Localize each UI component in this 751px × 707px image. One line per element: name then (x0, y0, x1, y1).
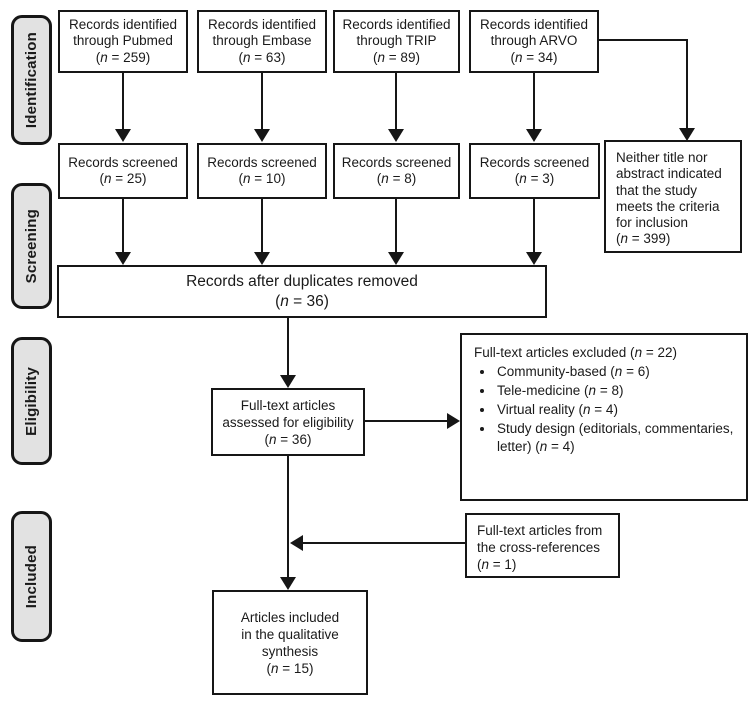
box-title-abstract-exclusion-label: Neither title nor abstract indicated that the study meets the criteria for inclusion (616, 150, 722, 231)
arrow-line-embase-down (261, 73, 263, 130)
box-qualitative-synthesis-label: Articles included in the qualitative synthesis (240, 609, 340, 659)
arrowhead-pubmed-down (115, 129, 131, 142)
stage-eligibility-label: Eligibility (23, 366, 40, 436)
arrow-line-arvo-down (533, 73, 535, 130)
box-identified-arvo (469, 10, 599, 73)
arrowhead-assessed-down (280, 577, 296, 590)
box-duplicates-removed-count: (n = 36) (275, 292, 329, 310)
box-identified-embase-label: Records identified through Embase (207, 16, 317, 49)
stage-screening (11, 183, 52, 309)
box-crossref-count: (n = 1) (477, 557, 517, 572)
excluded-reason-virtual-reality: • Virtual reality (n = 4) (495, 401, 736, 419)
box-identified-arvo-label: Records identified through ARVO (479, 16, 589, 49)
arrowhead-arvo-down (526, 129, 542, 142)
arrow-line-pubmed-down (122, 73, 124, 130)
excluded-reason-study-design: • Study design (editorials, commentaries, letter) (n = 4) (495, 420, 736, 456)
arrowhead-screened3-down (388, 252, 404, 265)
arrowhead-duplicates-down (280, 375, 296, 388)
box-duplicates-removed (57, 265, 547, 318)
excluded-reason-community: • Community-based (n = 6) (495, 363, 736, 381)
box-identified-trip (333, 10, 460, 73)
box-screened-pubmed-count: (n = 25) (99, 171, 147, 186)
stage-identification (11, 15, 52, 145)
box-qualitative-synthesis (212, 590, 368, 695)
arrowhead-crossref-left (290, 535, 303, 551)
box-identified-embase-count: (n = 63) (238, 49, 286, 65)
stage-screening-label: Screening (23, 208, 40, 284)
box-screened-arvo-label: Records screened (479, 154, 590, 170)
box-duplicates-removed-label: Records after duplicates removed (186, 272, 418, 290)
box-identified-pubmed-count: (n = 259) (95, 49, 151, 65)
box-crossref (465, 513, 620, 578)
box-title-abstract-exclusion (604, 140, 742, 253)
box-fulltext-assessed-label: Full-text articles assessed for eligibility (222, 397, 354, 430)
box-screened-arvo (469, 143, 600, 199)
box-screened-embase-count: (n = 10) (238, 171, 286, 186)
box-identified-arvo-count: (n = 34) (510, 49, 558, 65)
box-screened-embase-label: Records screened (207, 154, 317, 170)
arrowhead-exclusion-down (679, 128, 695, 141)
box-screened-trip-label: Records screened (341, 154, 452, 170)
arrow-line-screened3-down (395, 199, 397, 253)
arrow-line-screened1-down (122, 199, 124, 253)
box-screened-pubmed (58, 143, 188, 199)
box-screened-trip-count: (n = 8) (376, 171, 417, 186)
excluded-reason-telemedicine: • Tele-medicine (n = 8) (495, 382, 736, 400)
box-screened-arvo-count: (n = 3) (514, 171, 555, 186)
box-identified-pubmed-label: Records identified through Pubmed (68, 16, 178, 49)
arrow-line-screened4-down (533, 199, 535, 253)
box-fulltext-excluded (460, 333, 748, 501)
box-screened-pubmed-label: Records screened (68, 154, 178, 170)
arrow-line-assessed-down (287, 456, 289, 578)
arrow-line-trip-down (395, 73, 397, 130)
excluded-reasons-list (474, 363, 736, 456)
box-title-abstract-exclusion-count: (n = 399) (616, 231, 671, 247)
stage-identification-label: Identification (23, 31, 40, 129)
arrowhead-embase-down (254, 129, 270, 142)
arrowhead-trip-down (388, 129, 404, 142)
arrow-line-arvo-right (599, 39, 688, 41)
arrowhead-screened1-down (115, 252, 131, 265)
stage-included (11, 511, 52, 642)
arrowhead-assessed-right (447, 413, 460, 429)
box-screened-trip (333, 143, 460, 199)
arrow-line-exclusion-down (686, 39, 688, 129)
box-fulltext-excluded-title: Full-text articles excluded (n = 22) (474, 345, 677, 360)
box-qualitative-synthesis-count: (n = 15) (266, 660, 314, 676)
arrow-line-assessed-right (365, 420, 448, 422)
box-fulltext-assessed-count: (n = 36) (264, 431, 312, 447)
stage-eligibility (11, 337, 52, 465)
box-identified-pubmed (58, 10, 188, 73)
box-identified-embase (197, 10, 327, 73)
box-screened-embase (197, 143, 327, 199)
arrowhead-screened4-down (526, 252, 542, 265)
box-identified-trip-count: (n = 89) (373, 49, 420, 65)
box-fulltext-assessed (211, 388, 365, 456)
arrow-line-crossref-left (302, 542, 465, 544)
arrowhead-screened2-down (254, 252, 270, 265)
arrow-line-screened2-down (261, 199, 263, 253)
box-identified-trip-label: Records identified through TRIP (342, 16, 451, 49)
box-crossref-label: Full-text articles from the cross-references (477, 523, 603, 555)
stage-included-label: Included (23, 544, 40, 609)
arrow-line-duplicates-down (287, 318, 289, 376)
